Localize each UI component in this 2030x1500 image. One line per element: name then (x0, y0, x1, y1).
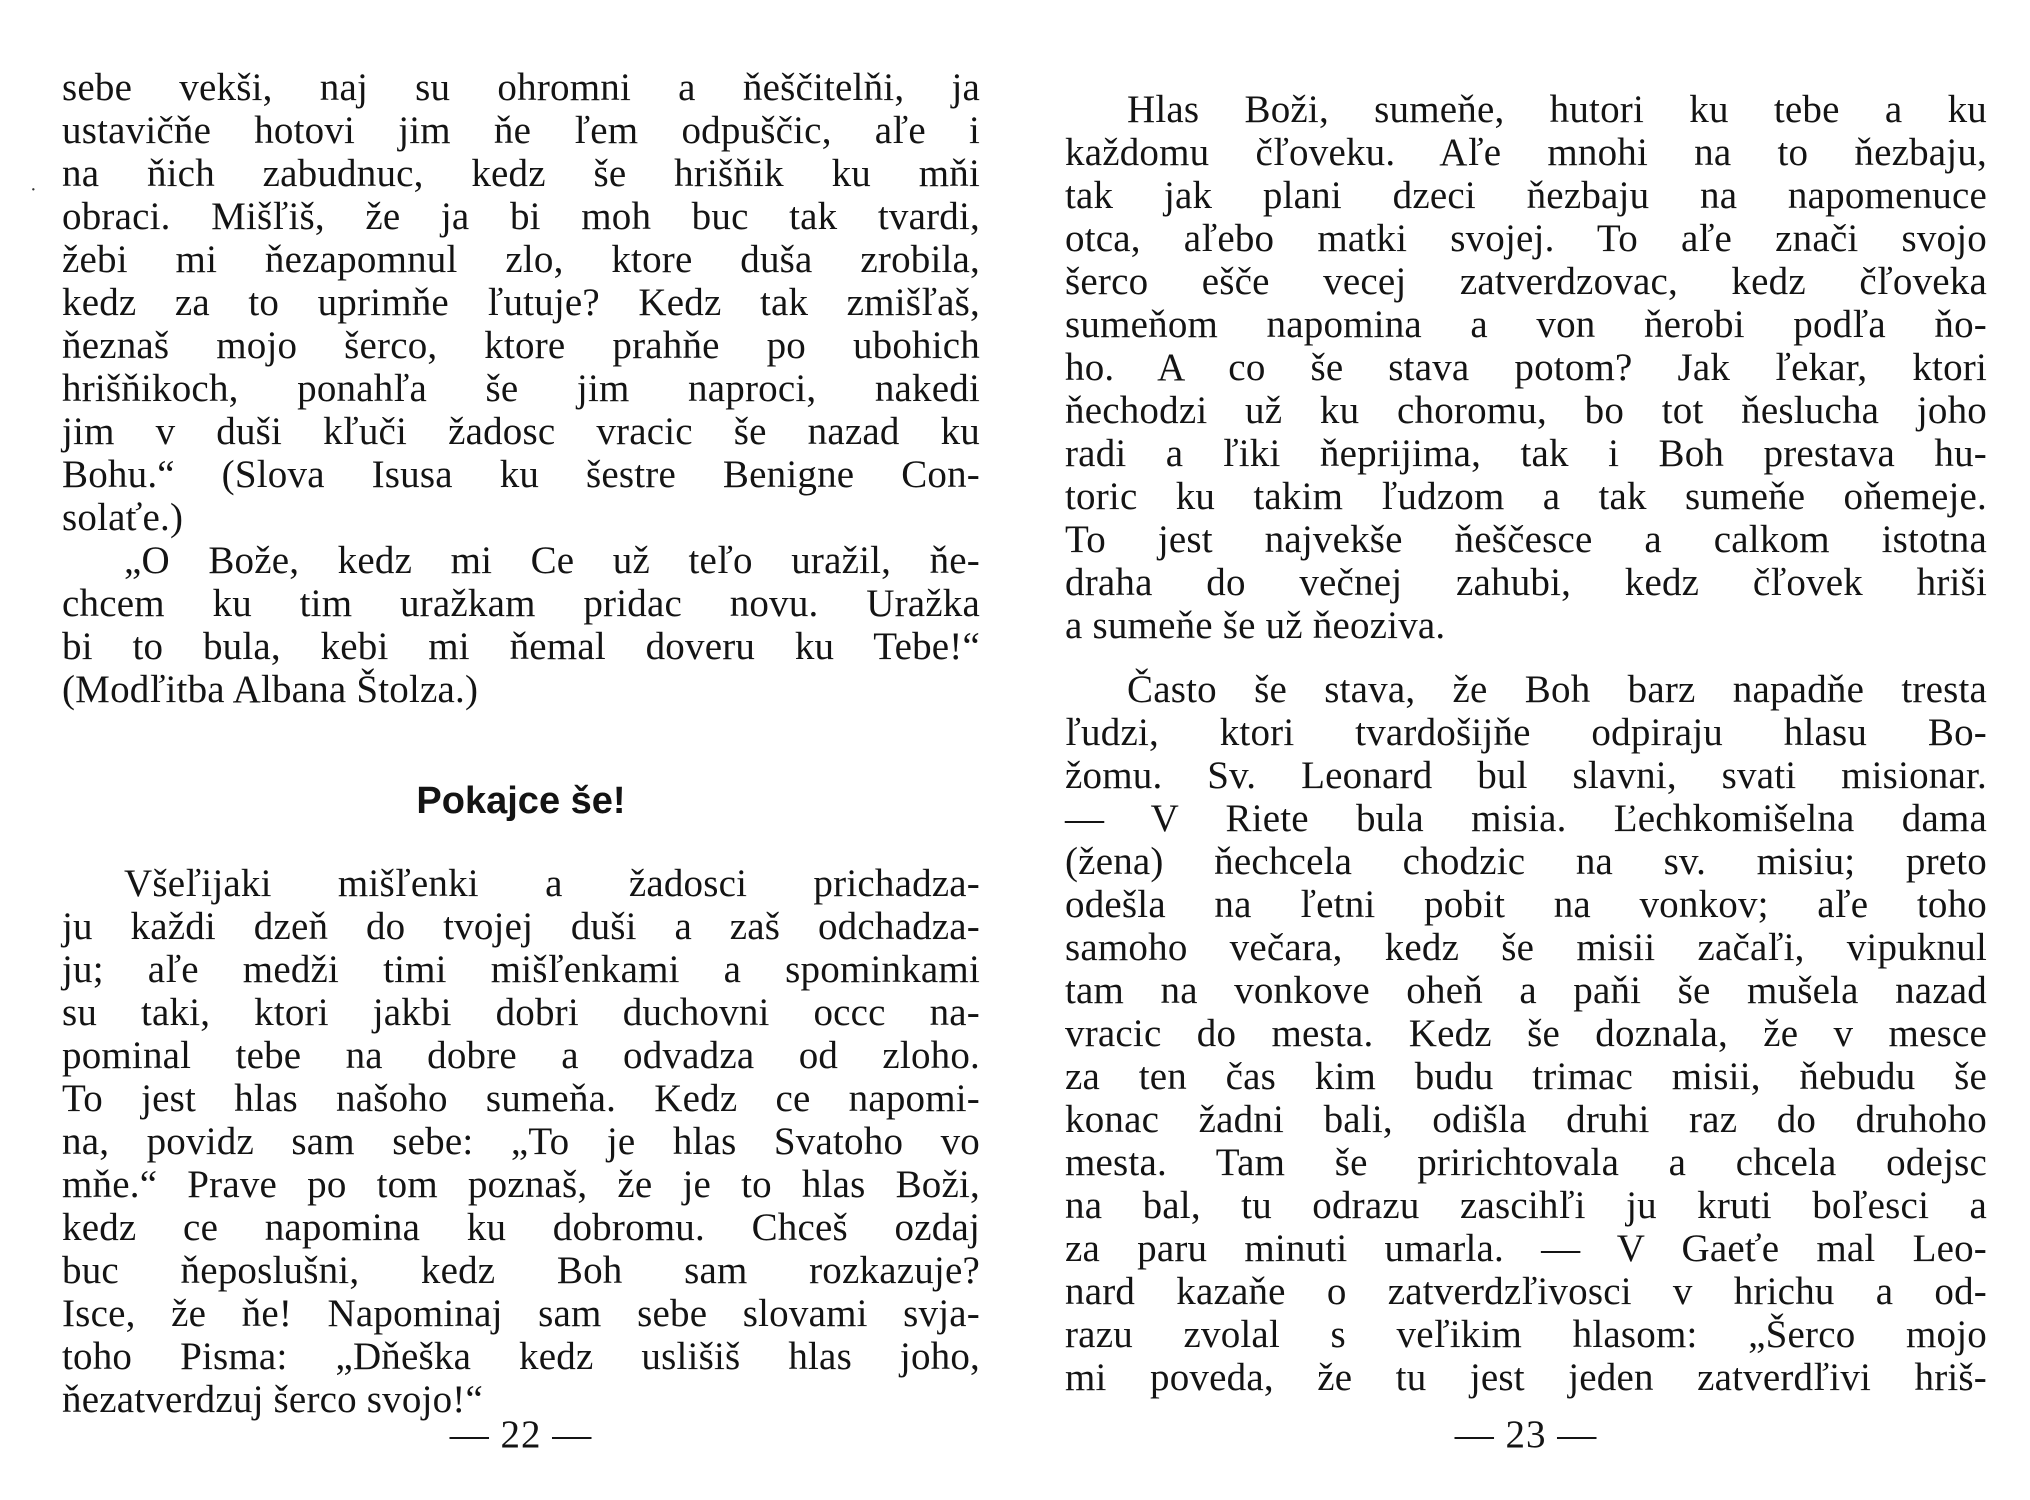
section-heading: Pokajce še! (416, 780, 626, 822)
text-line: na, povidz sam sebe: „To je hlas Svatoho vo (62, 1120, 980, 1163)
text-line: mesta. Tam še pririchtovala a chcela odejsc (1065, 1141, 1987, 1184)
text-line: samoho večara, kedz še misii začaľi, vipuknul (1065, 926, 1987, 969)
text-line: pominal tebe na dobre a odvadza od zloho. (62, 1034, 980, 1077)
text-line: a sumeňe še už ňeoziva. (1065, 604, 1446, 647)
text-line: (žena) ňechcela chodzic na sv. misiu; preto (1065, 840, 1987, 883)
text-line: (Modľitba Albana Štolza.) (62, 668, 479, 711)
text-line: razu zvolal s veľikim hlasom: „Šerco mojo (1065, 1313, 1987, 1356)
text-line: ho. A co še stava potom? Jak ľekar, ktori (1065, 346, 1987, 389)
left-paragraph-1 (62, 66, 980, 539)
text-line: vracic do mesta. Kedz še doznala, že v mesce (1065, 1012, 1987, 1055)
text-line: Hlas Boži, sumeňe, hutori ku tebe a ku (1127, 88, 1987, 131)
text-line: otca, aľebo matki svojej. To aľe znači svojo (1065, 217, 1987, 260)
text-line: ju; aľe medži timi mišľenkami a spominkami (62, 948, 980, 991)
text-line: hrišňikoch, ponahľa še jim naproci, nakedi (62, 367, 980, 410)
text-line: ňechodzi už ku choromu, bo tot ňeslucha joho (1065, 389, 1987, 432)
text-line: kedz ce napomina ku dobromu. Chceš ozdaj (62, 1206, 980, 1249)
text-line: kedz za to uprimňe ľutuje? Kedz tak zmišľaš, (62, 281, 980, 324)
text-line: jim v duši kľuči žadosc vracic še nazad ku (62, 410, 980, 453)
text-line: ňezatverdzuj šerco svojo!“ (62, 1378, 484, 1421)
text-line: bi to bula, kebi mi ňemal doveru ku Tebe!“ (62, 625, 980, 668)
text-line: mi poveda, že tu jest jeden zatverdľivi hriš- (1065, 1356, 1987, 1399)
text-line: sebe vekši, naj su ohromni a ňeščitelňi, ja (62, 66, 980, 109)
text-line: Bohu.“ (Slova Isusa ku šestre Benigne Con- (62, 453, 980, 496)
text-line: su taki, ktori jakbi dobri duchovni occc na- (62, 991, 980, 1034)
left-paragraph-2 (62, 539, 980, 711)
page-number-left: — 22 — (449, 1413, 593, 1456)
text-line: za paru minuti umarla. — V Gaeťe mal Leo- (1065, 1227, 1987, 1270)
text-line: odešla na ľetni pobit na vonkov; aľe toho (1065, 883, 1987, 926)
text-line: ľudzi, ktori tvardošijňe odpiraju hlasu Bo- (1065, 711, 1987, 754)
text-line: To jest najvekše ňeščesce a calkom istotna (1065, 518, 1987, 561)
page-number-right: — 23 — (1454, 1413, 1598, 1456)
text-line: konac žadni bali, odišla druhi raz do druhoho (1065, 1098, 1987, 1141)
text-line: ju každi dzeň do tvojej duši a zaš odchadza- (62, 905, 980, 948)
text-line: Isce, že ňe! Napominaj sam sebe slovami svja- (62, 1292, 980, 1335)
text-line: draha do večnej zahubi, kedz čľovek hriši (1065, 561, 1987, 604)
right-paragraph-2 (1065, 668, 1987, 1399)
text-line: na bal, tu odrazu zascihľi ju kruti boľesci a (1065, 1184, 1987, 1227)
text-line: žebi mi ňezapomnul zlo, ktore duša zrobila, (62, 238, 980, 281)
text-line: každomu čľoveku. Aľe mnohi na to ňezbaju, (1065, 131, 1987, 174)
text-line: ustavičňe hotovi jim ňe ľem odpuščic, aľe i (62, 109, 980, 152)
text-line: To jest hlas našoho sumeňa. Kedz ce napomi- (62, 1077, 980, 1120)
right-page (1065, 0, 1987, 1500)
text-line: nard kazaňe o zatverdzľivosci v hrichu a od- (1065, 1270, 1987, 1313)
text-line: — V Riete bula misia. Ľechkomišelna dama (1065, 797, 1987, 840)
text-line: na ňich zabudnuc, kedz še hrišňik ku mňi (62, 152, 980, 195)
text-line: tak jak plani dzeci ňezbaju na napomenuce (1065, 174, 1987, 217)
text-line: za ten čas kim budu trimac misii, ňebudu še (1065, 1055, 1987, 1098)
left-paragraph-3 (62, 862, 980, 1421)
text-line: mňe.“ Prave po tom poznaš, že je to hlas Boži, (62, 1163, 980, 1206)
right-paragraph-1 (1065, 88, 1987, 647)
text-line: sumeňom napomina a von ňerobi podľa ňo- (1065, 303, 1987, 346)
text-line: žomu. Sv. Leonard bul slavni, svati misionar. (1065, 754, 1987, 797)
text-line: solaťe.) (62, 496, 184, 539)
text-line: obraci. Mišľiš, že ja bi moh buc tak tvardi, (62, 195, 980, 238)
text-line: chcem ku tim uražkam pridac novu. Uražka (62, 582, 980, 625)
text-line: šerco ešče vecej zatverdzovac, kedz čľoveka (1065, 260, 1987, 303)
text-line: toric ku takim ľudzom a tak sumeňe oňemeje. (1065, 475, 1987, 518)
text-line: buc ňeposlušni, kedz Boh sam rozkazuje? (62, 1249, 980, 1292)
text-line: radi a ľiki ňeprijima, tak i Boh prestava hu- (1065, 432, 1987, 475)
text-line: Často še stava, že Boh barz napadňe tresta (1127, 668, 1987, 711)
text-line: Všeľijaki mišľenki a žadosci prichadza- (124, 862, 980, 905)
text-line: toho Pisma: „Dňeška kedz uslišiš hlas joho, (62, 1335, 980, 1378)
text-line: „O Bože, kedz mi Ce už teľo uražil, ňe- (124, 539, 980, 582)
left-page (62, 0, 980, 1500)
text-line: ňeznaš mojo šerco, ktore prahňe po ubohich (62, 324, 980, 367)
text-line: tam na vonkove oheň a paňi še mušela nazad (1065, 969, 1987, 1012)
print-speck: · (30, 179, 37, 201)
